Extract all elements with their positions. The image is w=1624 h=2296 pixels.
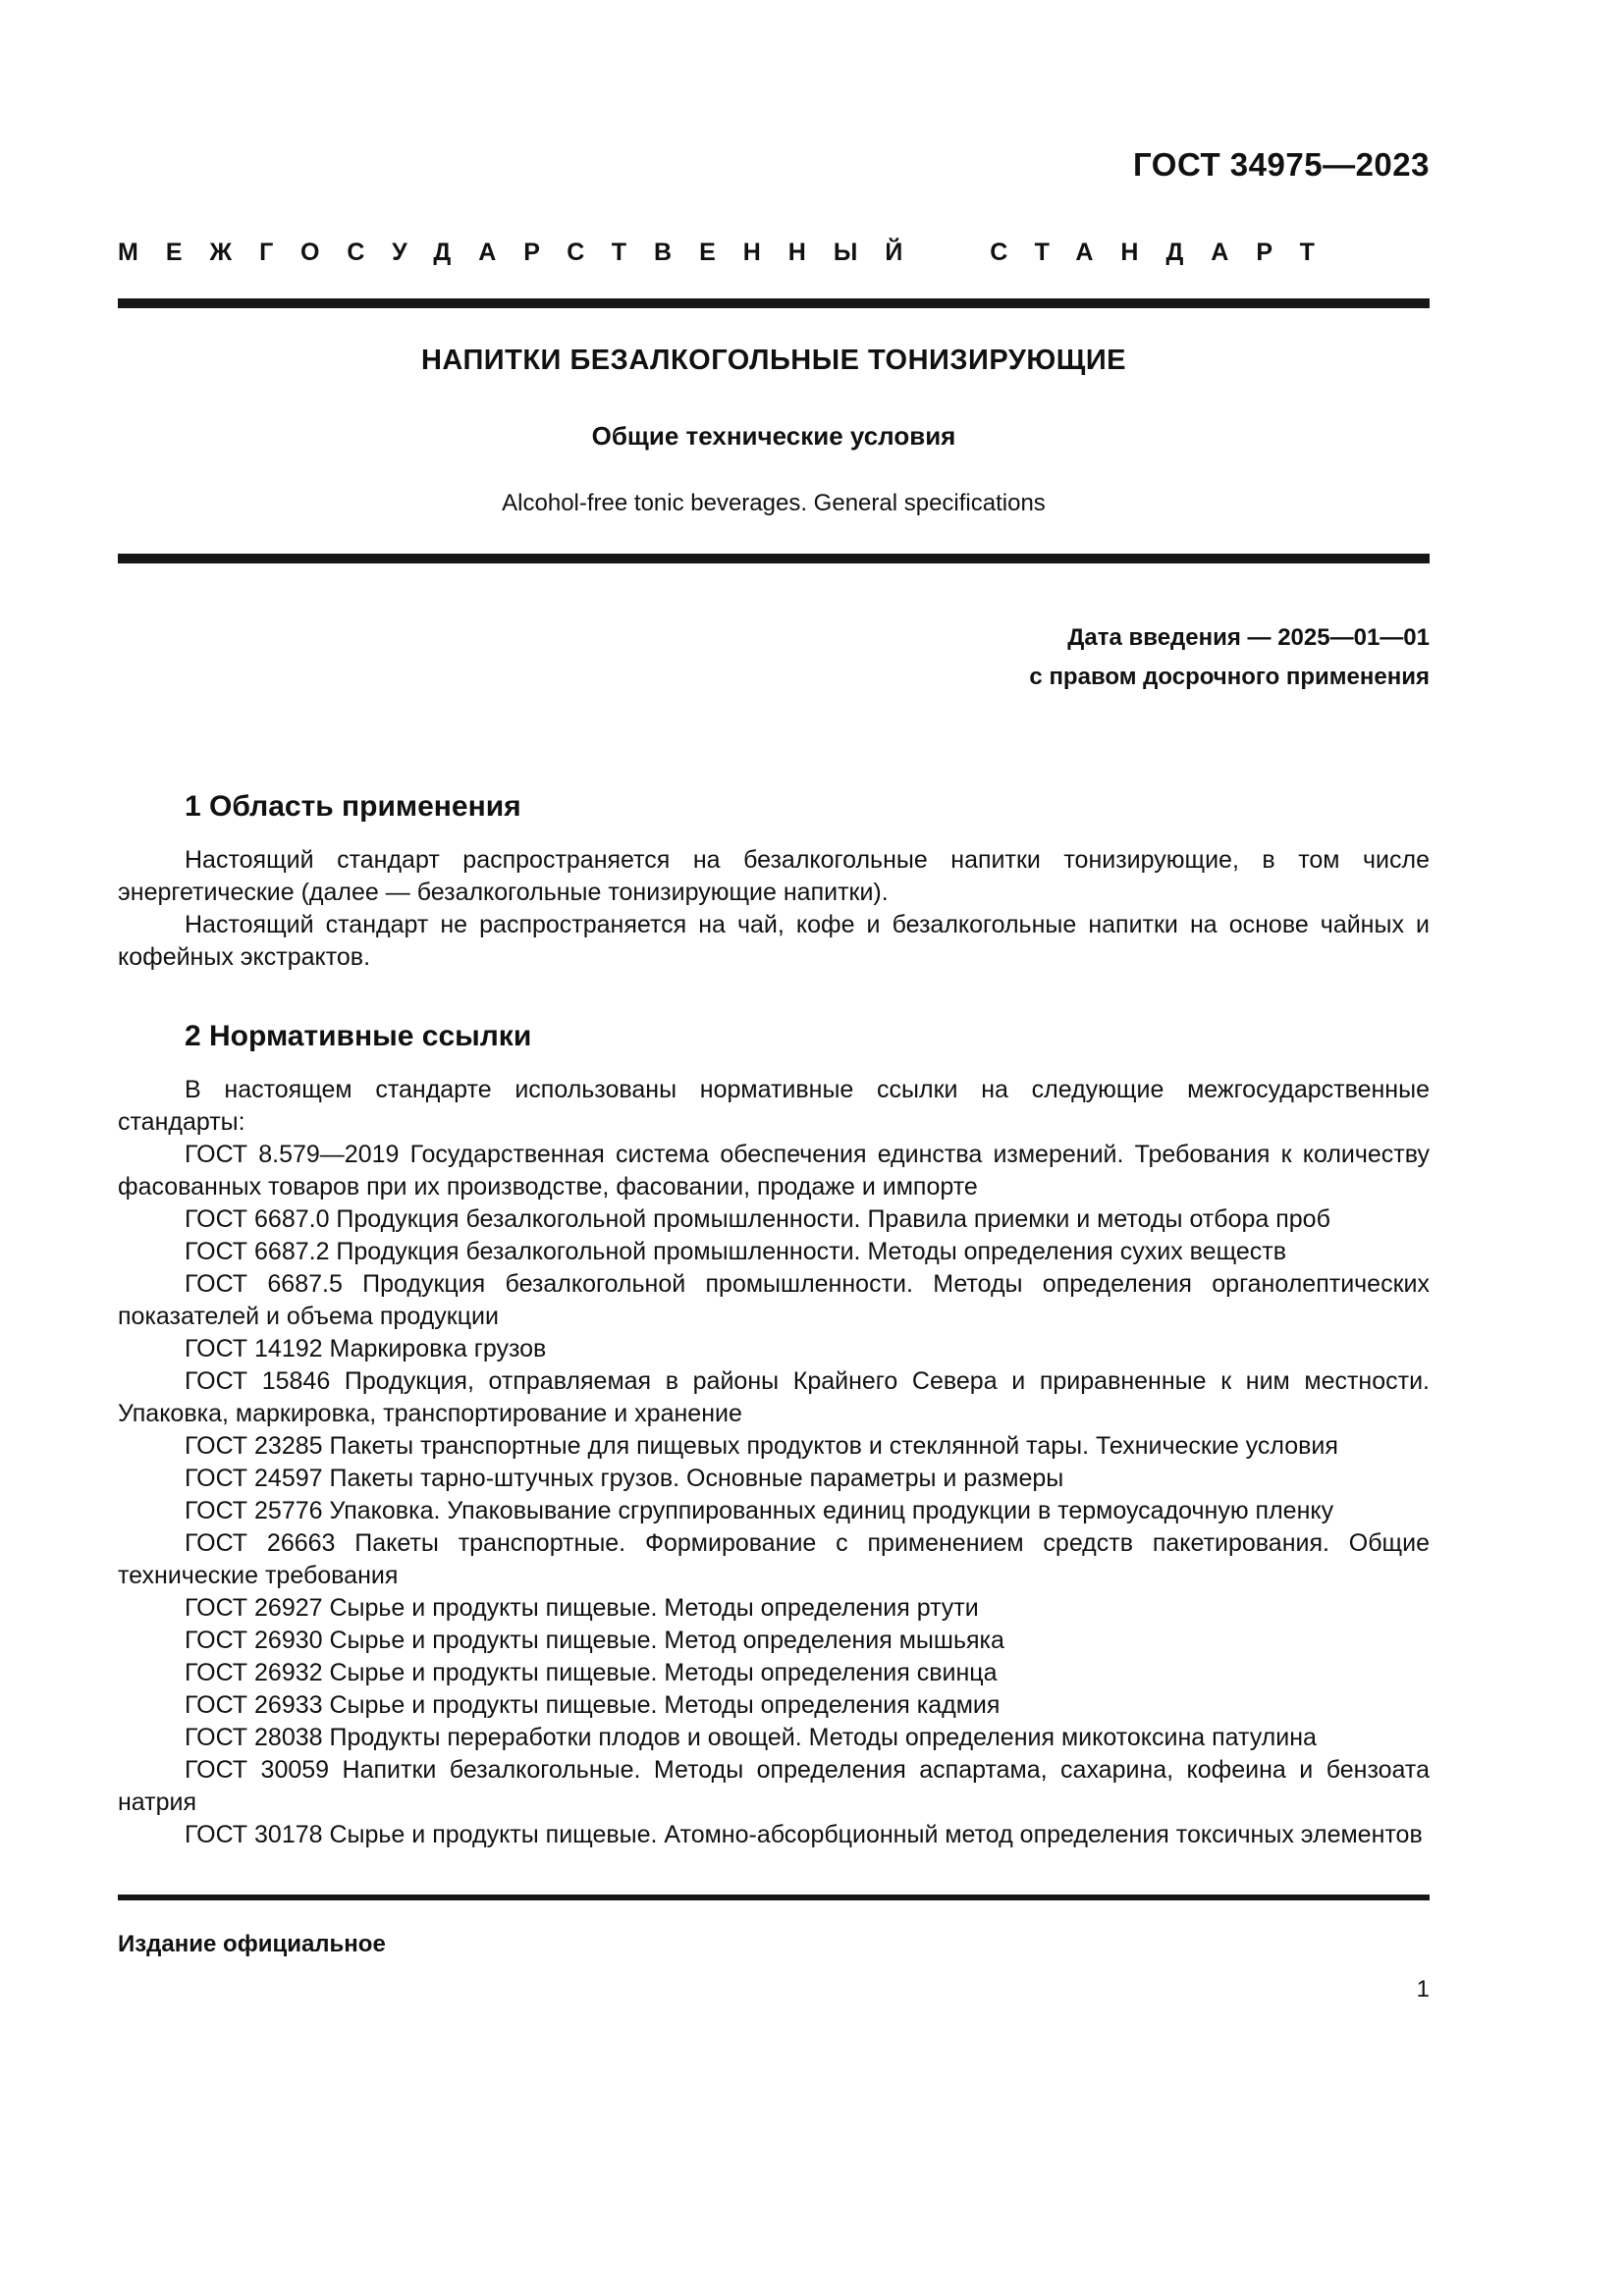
reference-entry: ГОСТ 25776 Упаковка. Упаковывание сгруппированных единиц продукции в термоусадочную пленку (185, 1497, 1334, 1524)
reference-entry: ГОСТ 26930 Сырье и продукты пищевые. Метод определения мышьяка (185, 1627, 1004, 1654)
edition-note: Издание официальное (118, 1931, 386, 1957)
reference-entry: ГОСТ 14192 Маркировка грузов (185, 1335, 547, 1362)
reference-entry: ГОСТ 6687.5 Продукция безалкогольной промышленности. Методы определения органолептических показателей и объема продукции (118, 1270, 1430, 1330)
section-1-paragraph: Настоящий стандарт распространяется на безалкогольные напитки тонизирующие, в том числе энергетические (далее — безалкогольные тонизирующие напитки). (118, 846, 1430, 906)
footer-rule (118, 1895, 1430, 1900)
effective-date-note: с правом досрочного применения (1029, 664, 1430, 690)
section-1-heading: 1 Область применения (185, 790, 521, 823)
section-1-paragraph: Настоящий стандарт не распространяется на чай, кофе и безалкогольные напитки на основе чайных и кофейных экстрактов. (118, 911, 1430, 971)
divider-bar-top (118, 298, 1430, 308)
page-content-column (118, 0, 1430, 2004)
reference-entry: ГОСТ 24597 Пакеты тарно-штучных грузов. Основные параметры и размеры (185, 1465, 1064, 1492)
section-2-heading: 2 Нормативные ссылки (185, 1020, 532, 1052)
doc-code-header: ГОСТ 34975—2023 (1133, 146, 1430, 183)
reference-entry: ГОСТ 15846 Продукция, отправляемая в районы Крайнего Севера и приравненные к ним местности. Упаковка, маркировка, транспортирование и хранение (118, 1367, 1430, 1427)
reference-entry: ГОСТ 6687.0 Продукция безалкогольной промышленности. Правила приемки и методы отбора проб (185, 1205, 1330, 1233)
reference-entry: ГОСТ 26927 Сырье и продукты пищевые. Методы определения ртути (185, 1594, 979, 1622)
reference-entry: ГОСТ 8.579—2019 Государственная система обеспечения единства измерений. Требования к количеству фасованных товаров при их производстве, фасовании, продаже и импорте (118, 1141, 1430, 1201)
reference-entry: ГОСТ 26932 Сырье и продукты пищевые. Методы определения свинца (185, 1659, 998, 1686)
reference-entry: ГОСТ 28038 Продукты переработки плодов и овощей. Методы определения микотоксина патулина (185, 1724, 1317, 1751)
page-number: 1 (1416, 1976, 1430, 2002)
section-2-intro-paragraph: В настоящем стандарте использованы нормативные ссылки на следующие межгосударственные стандарты: (118, 1076, 1430, 1136)
standard-kind-heading: МЕЖГОСУДАРСТВЕННЫЙ СТАНДАРТ (118, 239, 1342, 266)
reference-entry: ГОСТ 30059 Напитки безалкогольные. Методы определения аспартама, сахарина, кофеина и бензоата натрия (118, 1756, 1430, 1816)
effective-date-line: Дата введения — 2025—01—01 (1067, 624, 1430, 651)
document-subtitle-ru: Общие технические условия (591, 421, 956, 451)
reference-entry: ГОСТ 6687.2 Продукция безалкогольной промышленности. Методы определения сухих веществ (185, 1238, 1286, 1265)
reference-entry: ГОСТ 23285 Пакеты транспортные для пищевых продуктов и стеклянной тары. Технические условия (185, 1432, 1338, 1460)
section-normative-references (118, 1017, 1430, 1851)
reference-entry: ГОСТ 26933 Сырье и продукты пищевые. Методы определения кадмия (185, 1691, 1001, 1719)
document-title-ru: НАПИТКИ БЕЗАЛКОГОЛЬНЫЕ ТОНИЗИРУЮЩИЕ (420, 345, 1127, 376)
divider-bar-title (118, 554, 1430, 563)
reference-entry: ГОСТ 26663 Пакеты транспортные. Формирование с применением средств пакетирования. Общие технические требования (118, 1529, 1430, 1589)
section-scope (118, 787, 1430, 974)
document-title-en: Alcohol-free tonic beverages. General specifications (502, 490, 1046, 516)
reference-entry: ГОСТ 30178 Сырье и продукты пищевые. Атомно-абсорбционный метод определения токсичных элементов (185, 1821, 1423, 1848)
effective-date-block (118, 618, 1430, 697)
